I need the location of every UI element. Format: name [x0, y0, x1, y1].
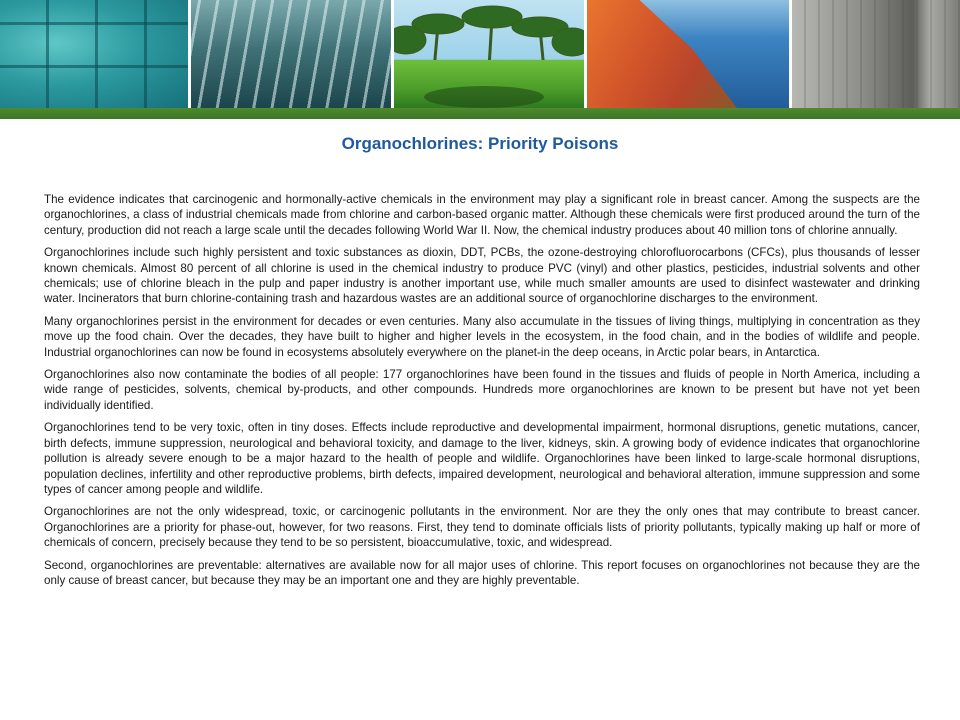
header-green-rule — [0, 108, 960, 119]
banner-image-marsh-lake — [587, 0, 789, 108]
tree-shadow — [424, 86, 544, 108]
paragraph: Organochlorines are not the only widespread, toxic, or carcinogenic pollutants in the environment. Nor are they the only ones that may contribute to breast cancer. Organochlorines are a priority for phase-out, however, for two reasons. First, they tend to dominate officials lists of priority pollutants, typically making up half or more of chemicals of concern, precisely because they tend to be so persistent, bioaccumulative, toxic, and widespread. — [44, 505, 920, 550]
paragraph: Organochlorines include such highly persistent and toxic substances as dioxin, DDT, PCBs, the ozone-destroying chlorofluorocarbons (CFCs), plus thousands of lesser known chemicals. Almost 80 percent of all chlorine is used in the chemical industry to produce PVC (vinyl) and other plastics, pesticides, industrial solvents and other chemicals; use of chlorine bleach in the pulp and paper industry is another important use, while much smaller amounts are used to disinfect wastewater and drinking water. Incinerators that burn chlorine-containing trash and hazardous wastes are an additional source of organochlorine discharges to the environment. — [44, 246, 920, 306]
paragraph: Second, organochlorines are preventable: alternatives are available now for all major uses of chlorine. This report focuses on organochlorines not because they are the only cause of breast cancer, but because they may be an important one and they are highly preventable. — [44, 558, 920, 587]
paragraph: The evidence indicates that carcinogenic and hormonally-active chemicals in the environment may play a significant role in breast cancer. Among the suspects are the organochlorines, a class of industrial chemicals made from chlorine and carbon-based organic matter. Although these chemicals were first produced around the turn of the century, production did not reach a large scale until the decades following World War II. Now, the chemical industry produces about 40 million tons of chlorine annually. — [44, 193, 920, 237]
paragraph: Organochlorines also now contaminate the bodies of all people: 177 organochlorines have been found in the tissues and fluids of people in North America, including a wide range of pesticides, solvents, chemical by-products, and other compounds. Hundreds more organochlorines are known to be present but have not yet been individually identified. — [44, 368, 920, 412]
header-banner — [0, 0, 960, 108]
banner-image-waterfall — [191, 0, 391, 108]
paragraph: Many organochlorines persist in the environment for decades or even centuries. Many also accumulate in the tissues of living things, multiplying in concentration as they move up the food chain. Over the decades, they have built to higher and higher levels in the ecosystem, in the food chain, and in the bodies of wildlife and people. Industrial organochlorines can now be found in ecosystems absolutely everywhere on the planet-in the deep oceans, in Arctic polar bears, in Antarctica. — [44, 314, 920, 359]
body-text — [44, 192, 920, 595]
banner-image-water-tiles — [0, 0, 188, 108]
banner-image-palm-lawn — [394, 0, 584, 108]
page-title: Organochlorines: Priority Poisons — [341, 134, 619, 153]
marsh-grass — [587, 0, 737, 108]
paragraph: Organochlorines tend to be very toxic, often in tiny doses. Effects include reproductive and developmental impairment, hormonal disruptions, genetic mutations, cancer, birth defects, immune suppression, neurological and behavioral toxicity, and damage to the liver, kidneys, skin. A growing body of evidence indicates that organochlorine pollution is already severe enough to be a major hazard to the health of people and wildlife. Organochlorines have been linked to large-scale hormonal disruptions, population declines, infertility and other reproductive problems, birth defects, impaired development, neurological and behavioral alteration, immune suppression and some types of cancer among people and wildlife. — [44, 421, 920, 496]
banner-image-concrete-wall — [792, 0, 960, 108]
